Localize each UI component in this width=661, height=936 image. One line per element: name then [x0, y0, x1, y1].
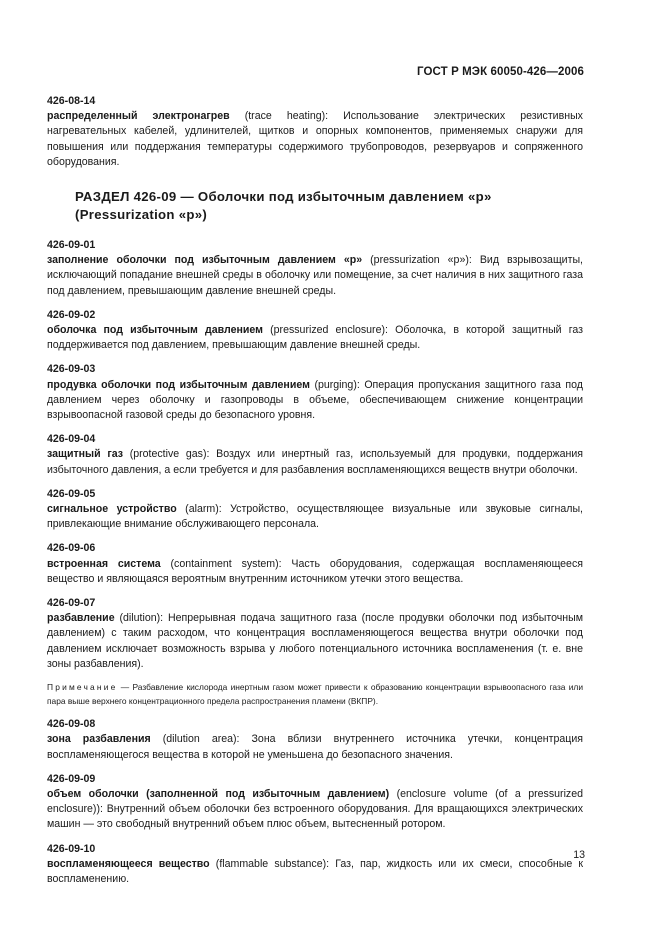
term-number: 426-09-04 [47, 433, 96, 446]
term-text: (purging): Операция пропускания защитного газа под давлением через оболочку и газопроводы в объеме, обеспечивающем снижение концентрации взрывоопасной газовой среды до безопасного уровня. [47, 378, 583, 422]
term-definition [47, 557, 583, 587]
term-definition [47, 787, 583, 833]
term-definition [47, 323, 583, 353]
term-name: воспламеняющееся вещество [47, 857, 210, 870]
term-number: 426-09-06 [47, 542, 96, 555]
term-text: (pressurized enclosure): Оболочка, в которой защитный газ поддерживается под давлением, превышающим давление внешней среды. [47, 324, 583, 352]
note-label: Примечание [47, 682, 118, 693]
term-text: (enclosure volume (of a pressurized enclosure)): Внутренний объем оболочки без встроенного оборудования. Для вращающихся электрических машин — это свободный внутренний объем плюс объем, вытесненный ротором. [47, 787, 583, 831]
term-definition [47, 447, 583, 477]
term-name: защитный газ [47, 448, 124, 461]
term-number: 426-09-03 [47, 363, 96, 376]
term-number: 426-09-05 [47, 487, 96, 500]
term-name: оболочка под избыточным давлением [47, 324, 263, 337]
term-number: 426-09-08 [47, 718, 96, 731]
term-number: 426-09-02 [47, 308, 96, 321]
note-text: — Разбавление кислорода инертным газом может привести к образованию концентрации взрывоопасного газа или пара выше верхнего концентрационного предела распространения пламени (ВКПР). [47, 682, 583, 706]
term-number: 426-09-10 [47, 842, 96, 855]
term-number: 426-09-01 [47, 239, 96, 252]
term-text: (flammable substance): Газ, пар, жидкость или их смеси, способные к воспламенению. [47, 857, 584, 885]
term-number: 426-09-07 [47, 597, 96, 610]
term-text: (trace heating): Использование электрических резистивных нагревательных кабелей, удлинителей, щитков и опорных компонентов, применяемых снаружи для повышения или поддержания температуры содержимого трубопроводов, резервуаров и сопряженного оборудования. [47, 110, 583, 168]
term-text: (alarm): Устройство, осуществляющее визуальные или звуковые сигналы, привлекающие внимание обслуживающего персонала. [47, 503, 583, 531]
term-definition [47, 253, 583, 299]
term-text: (dilution): Непрерывная подача защитного газа (после продувки оболочки под избыточным давлением) с таким расходом, что концентрация воспламеняющегося вещества внутри оболочки под давлением исключает возможность взрыва у любого потенциального источника воспламенения (т. е. вне зоны разбавления). [47, 612, 583, 670]
term-text: (dilution area): Зона вблизи внутреннего источника утечки, концентрация воспламеняющегося вещества в которой не уменьшена до безопасного значения. [47, 733, 583, 761]
term-name: встроенная система [47, 557, 161, 570]
term-definition [47, 502, 583, 532]
term-number: 426-08-14 [47, 95, 96, 107]
section-title: РАЗДЕЛ 426-09 — Оболочки под избыточным давлением «р» (Pressurization «p») [75, 189, 492, 223]
note [47, 681, 583, 708]
standard-code-header: ГОСТ Р МЭК 60050-426—2006 [417, 66, 584, 78]
term-name: сигнальное устройство [47, 503, 177, 516]
term-name: зона разбавления [47, 733, 151, 746]
term-definition [47, 109, 583, 170]
term-definition [47, 732, 583, 762]
term-name: объем оболочки (заполненной под избыточным давлением) [47, 787, 390, 800]
term-name: разбавление [47, 612, 115, 625]
page-content [47, 94, 583, 887]
term-text: (pressurization «p»): Вид взрывозащиты, исключающий попадание внешней среды в оболочку или помещение, за счет наличия в них защитного газа под давлением, превышающим давление внешней среды. [47, 254, 583, 297]
term-text: (containment system): Часть оборудования, содержащая воспламеняющееся вещество и являющаяся вероятным внутренним источником утечки этого вещества. [47, 557, 583, 585]
term-definition [47, 378, 583, 424]
term-name: продувка оболочки под избыточным давлением [47, 378, 310, 391]
term-number: 426-09-09 [47, 772, 96, 785]
page-number: 13 [573, 849, 585, 861]
term-definition [47, 857, 583, 887]
term-name: распределенный электронагрев [47, 110, 230, 123]
term-text: (protective gas): Воздух или инертный газ, используемый для продувки, поддержания избыточного давления, а если требуется и для разбавления воспламеняющихся веществ внутри оболочки. [47, 448, 583, 476]
term-definition [47, 611, 583, 672]
term-name: заполнение оболочки под избыточным давлением «р» [47, 254, 363, 267]
